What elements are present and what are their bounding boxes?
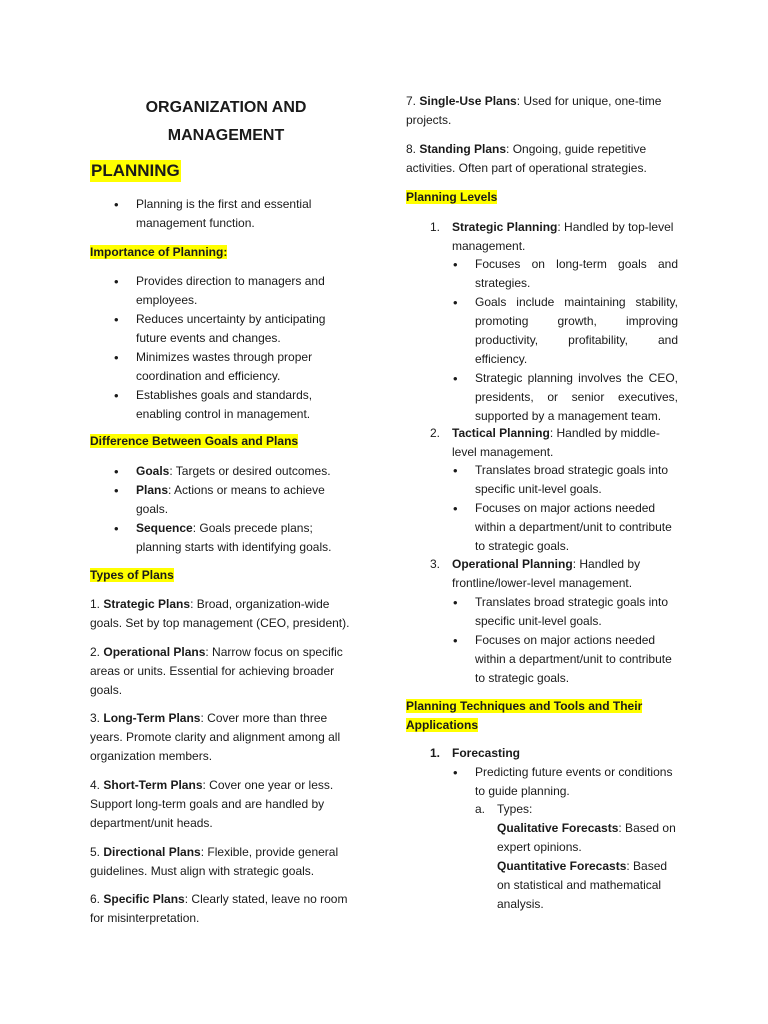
definition: : Based on statistical and mathematical analysis. xyxy=(497,859,668,911)
qualitative-forecasts xyxy=(497,819,680,857)
level-sub-item: • Translates broad strategic goals into specific unit-level goals. xyxy=(475,593,683,631)
definition: : Based on expert opinions. xyxy=(497,821,676,854)
difference-heading-text: Difference Between Goals and Plans xyxy=(90,434,299,448)
item-number: 8. xyxy=(406,142,417,156)
types-heading xyxy=(90,566,174,585)
level-sub-item: • Translates broad strategic goals into specific unit-level goals. xyxy=(475,461,683,499)
forecast-types-label: Types: xyxy=(497,802,533,816)
term: Directional Plans xyxy=(103,845,201,859)
type-item-5 xyxy=(90,843,362,881)
term: Operational Planning xyxy=(452,557,573,571)
definition: : Used for unique, one-time projects. xyxy=(406,94,662,127)
technique-number: 1. xyxy=(430,746,441,760)
difference-item-sequence xyxy=(136,519,358,557)
level-sub-item: • Strategic planning involves the CEO, presidents, or senior executives, supported by a management team. xyxy=(475,369,678,426)
type-item-7 xyxy=(406,92,680,130)
technique-item-forecasting xyxy=(430,744,678,763)
definition: : Broad, organization-wide goals. Set by top management (CEO, president). xyxy=(90,597,350,630)
importance-heading-text: Importance of Planning: xyxy=(90,245,228,259)
quantitative-forecasts xyxy=(497,857,680,914)
forecasting-bullet: • Predicting future events or conditions to guide planning. xyxy=(475,763,678,801)
level-3-sublist xyxy=(475,593,683,688)
type-item-2 xyxy=(90,643,362,700)
item-number: 1. xyxy=(90,597,101,611)
difference-list xyxy=(136,462,358,557)
level-sub-item: • Focuses on long-term goals and strategies. xyxy=(475,255,678,293)
difference-item-goals xyxy=(136,462,358,481)
term: Plans xyxy=(136,483,169,497)
type-item-3 xyxy=(90,709,362,766)
term: Specific Plans xyxy=(103,892,185,906)
forecasting-list xyxy=(475,763,678,801)
item-number: 7. xyxy=(406,94,417,108)
definition: : Narrow focus on specific areas or units. Essential for achieving broader goals. xyxy=(90,645,343,697)
definition: : Flexible, provide general guidelines. Must align with strategic goals. xyxy=(90,845,339,878)
level-number: 2. xyxy=(430,426,441,440)
item-number: 5. xyxy=(90,845,101,859)
term: Quantitative Forecasts xyxy=(497,859,627,873)
importance-list xyxy=(136,272,358,424)
level-2-sublist xyxy=(475,461,683,556)
definition: : Cover one year or less. Support long-term goals and are handled by department/unit heads. xyxy=(90,778,334,830)
term: Forecasting xyxy=(452,746,521,760)
item-number: 4. xyxy=(90,778,101,792)
definition: : Clearly stated, leave no room for misinterpretation. xyxy=(90,892,348,925)
title-line-1: ORGANIZATION AND xyxy=(145,99,307,116)
definition: : Handled by middle-level management. xyxy=(452,426,660,459)
definition: : Targets or desired outcomes. xyxy=(169,464,331,478)
term: Short-Term Plans xyxy=(103,778,203,792)
term: Strategic Planning xyxy=(452,220,558,234)
levels-heading xyxy=(406,188,497,207)
definition: : Handled by frontline/lower-level management. xyxy=(452,557,641,590)
importance-item: • Minimizes wastes through proper coordination and efficiency. xyxy=(136,348,358,386)
techniques-heading-line-1: Planning Techniques and Tools and Their xyxy=(406,699,643,713)
forecast-types xyxy=(475,800,680,914)
type-item-4 xyxy=(90,776,362,833)
term: Sequence xyxy=(136,521,193,535)
definition: : Actions or means to achieve goals. xyxy=(136,483,325,516)
section-heading-planning: PLANNING xyxy=(91,161,180,180)
item-number: 3. xyxy=(90,711,101,725)
level-sub-item: • Focuses on major actions needed within a department/unit to contribute to strategic goals. xyxy=(475,499,683,556)
type-item-1 xyxy=(90,595,362,633)
definition: : Handled by top-level management. xyxy=(452,220,674,253)
term: Strategic Plans xyxy=(103,597,191,611)
item-number: 2. xyxy=(90,645,101,659)
term: Standing Plans xyxy=(419,142,507,156)
term: Single-Use Plans xyxy=(419,94,517,108)
term: Qualitative Forecasts xyxy=(497,821,619,835)
importance-item: • Provides direction to managers and employees. xyxy=(136,272,358,310)
title-line-2: MANAGEMENT xyxy=(167,127,285,144)
intro-bullet: • Planning is the first and essential management function. xyxy=(136,195,358,233)
level-sub-item: • Goals include maintaining stability, promoting growth, improving productivity, profitability, and efficiency. xyxy=(475,293,678,369)
types-heading-text: Types of Plans xyxy=(90,568,174,582)
levels-heading-text: Planning Levels xyxy=(406,190,498,204)
type-item-8 xyxy=(406,140,680,178)
definition: : Ongoing, guide repetitive activities. Often part of operational strategies. xyxy=(406,142,647,175)
definition: : Goals precede plans; planning starts with identifying goals. xyxy=(136,521,332,554)
level-item-1 xyxy=(430,218,678,256)
term: Operational Plans xyxy=(103,645,206,659)
techniques-heading xyxy=(406,697,680,735)
term: Goals xyxy=(136,464,170,478)
document-title xyxy=(90,94,362,150)
term: Tactical Planning xyxy=(452,426,550,440)
importance-item: • Reduces uncertainty by anticipating future events and changes. xyxy=(136,310,358,348)
techniques-heading-line-2: Applications xyxy=(406,718,479,732)
intro-list xyxy=(136,195,358,233)
level-item-2 xyxy=(430,424,678,462)
level-number: 3. xyxy=(430,557,441,571)
level-number: 1. xyxy=(430,220,441,234)
level-item-3 xyxy=(430,555,678,593)
type-item-6 xyxy=(90,890,362,928)
definition: : Cover more than three years. Promote clarity and alignment among all organization members. xyxy=(90,711,341,763)
level-1-sublist xyxy=(475,255,678,426)
difference-item-plans xyxy=(136,481,358,519)
sub-number: a. xyxy=(475,802,486,816)
difference-heading xyxy=(90,432,298,451)
term: Long-Term Plans xyxy=(103,711,201,725)
item-number: 6. xyxy=(90,892,101,906)
importance-item: • Establishes goals and standards, enabling control in management. xyxy=(136,386,358,424)
level-sub-item: • Focuses on major actions needed within a department/unit to contribute to strategic goals. xyxy=(475,631,683,688)
importance-heading xyxy=(90,243,227,262)
